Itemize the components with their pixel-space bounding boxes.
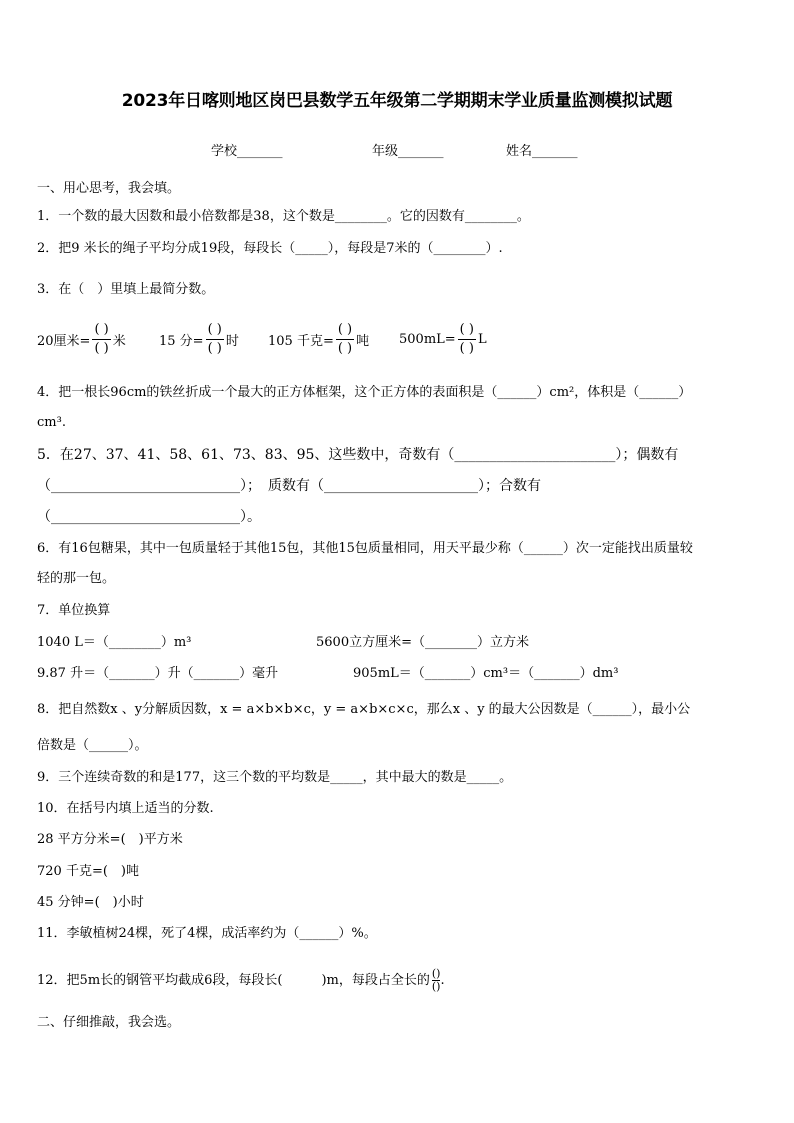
question-6-line-2: 轻的那一包。 <box>37 571 116 586</box>
question-10: 10．在括号内填上适当的分数. <box>37 801 214 816</box>
question-4-line-1: 4．把一根长96cm的铁丝折成一个最大的正方体框架，这个正方体的表面积是（______）cm²，体积是（______） <box>37 385 692 400</box>
question-7-item-2: 5600立方厘米=（________）立方米 <box>316 635 529 650</box>
question-5-line-1: 5．在27、37、41、58、61、73、83、95、这些数中，奇数有（_______________________）；偶数有 <box>37 447 679 463</box>
answer-fraction[interactable]: $\frac{( )}{( )}$ <box>207 322 222 356</box>
question-5-line-3: （___________________________）。 <box>37 509 261 525</box>
answer-fraction[interactable]: $\frac{()}{()}$ <box>431 967 441 993</box>
name-field[interactable]: 姓名_______ <box>506 144 578 159</box>
question-10-item-2: 720 千克=( )吨 <box>37 864 139 879</box>
question-2: 2．把9 米长的绳子平均分成19段，每段长（_____），每段是7米的（________）. <box>37 241 503 256</box>
fraction-item-kg: 105 千克= $\frac{( )}{( )}$ 吨 <box>268 322 370 356</box>
question-9: 9．三个连续奇数的和是177，这三个数的平均数是_____，其中最大的数是_____。 <box>37 770 513 785</box>
question-11: 11．李敏植树24棵，死了4棵，成活率约为（______）%。 <box>37 926 377 941</box>
question-5-line-2: （___________________________）； 质数有（______________________）；合数有 <box>37 478 541 494</box>
section-heading-1: 一、用心思考，我会填。 <box>37 181 181 196</box>
question-7-item-4: 905mL＝（_______）cm³＝（_______）dm³ <box>353 666 619 681</box>
fraction-item-cm: 20厘米= $\frac{( )}{( )}$ 米 <box>37 322 126 356</box>
fraction-item-minutes: 15 分= $\frac{( )}{( )}$ 时 <box>159 322 239 356</box>
question-10-item-3: 45 分钟=( )小时 <box>37 895 144 910</box>
question-10-item-1: 28 平方分米=( )平方米 <box>37 832 183 847</box>
question-8-line-1: 8．把自然数x 、y分解质因数，x = a×b×b×c，y = a×b×c×c，那么x 、y 的最大公因数是（______），最小公 <box>37 702 691 717</box>
answer-fraction[interactable]: $\frac{( )}{( )}$ <box>337 322 353 356</box>
school-field[interactable]: 学校_______ <box>211 144 283 159</box>
question-1: 1．一个数的最大因数和最小倍数都是38，这个数是________。它的因数有________。 <box>37 209 530 224</box>
answer-fraction[interactable]: $\frac{( )}{( )}$ <box>94 322 109 356</box>
grade-field[interactable]: 年级_______ <box>372 144 444 159</box>
section-heading-2: 二、仔细推敲，我会选。 <box>37 1015 181 1030</box>
fraction-item-ml: 500mL= $\frac{( )}{( )}$ L <box>399 322 487 356</box>
answer-fraction[interactable]: $\frac{( )}{( )}$ <box>459 322 474 356</box>
question-3: 3．在（ ）里填上最简分数。 <box>37 282 215 297</box>
page-title: 2023年日喀则地区岗巴县数学五年级第二学期期末学业质量监测模拟试题 <box>121 91 673 111</box>
question-4-line-2: cm³. <box>37 415 66 430</box>
question-7: 7．单位换算 <box>37 603 111 618</box>
question-8-line-2: 倍数是（______）。 <box>37 738 148 753</box>
question-7-item-1: 1040 L＝（________）m³ <box>37 635 192 650</box>
question-6-line-1: 6．有16包糖果，其中一包质量轻于其他15包，其他15包质量相同，用天平最少称（______）次一定能找出质量较 <box>37 541 693 556</box>
question-12: 12．把5m长的钢管平均截成6段，每段长( )m，每段占全长的 $\frac{()}{()}$ . <box>37 967 445 993</box>
question-7-item-3: 9.87 升＝（_______）升（_______）毫升 <box>37 666 279 681</box>
